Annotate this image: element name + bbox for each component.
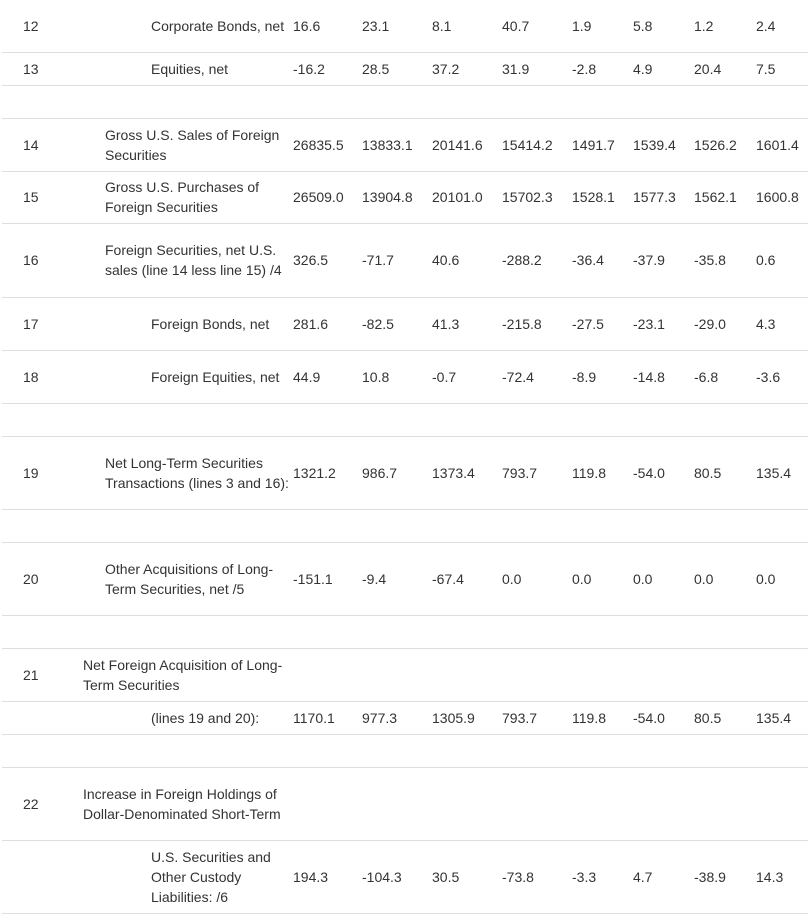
row-label: U.S. Securities and Other Custody Liabilities: /6	[75, 840, 290, 913]
value-cell: -35.8	[691, 223, 753, 297]
value-cell: 1528.1	[569, 171, 630, 223]
value-cell: -72.4	[499, 350, 569, 403]
value-cell: -38.9	[691, 840, 753, 913]
value-cell: 0.6	[753, 223, 808, 297]
line-number: 15	[2, 171, 75, 223]
value-cell: -36.4	[569, 223, 630, 297]
value-cell: 986.7	[359, 436, 429, 509]
spacer-cell	[2, 509, 808, 542]
value-cell: -288.2	[499, 223, 569, 297]
value-cell: -104.3	[359, 840, 429, 913]
value-cell: 0.0	[753, 542, 808, 615]
line-number: 22	[2, 767, 75, 840]
row-label: Net Long-Term Securities Transactions (lines 3 and 16):	[75, 436, 290, 509]
row-label: Gross U.S. Sales of Foreign Securities	[75, 118, 290, 171]
table-row	[2, 648, 808, 701]
value-cell	[499, 767, 569, 840]
value-cell: 26509.0	[290, 171, 359, 223]
value-cell: 0.0	[569, 542, 630, 615]
value-cell: 1577.3	[630, 171, 691, 223]
value-cell: 1170.1	[290, 701, 359, 734]
value-cell: 15414.2	[499, 118, 569, 171]
value-cell: 31.9	[499, 52, 569, 85]
value-cell	[290, 767, 359, 840]
value-cell: -3.3	[569, 840, 630, 913]
row-label: Foreign Equities, net	[75, 350, 290, 403]
row-label: Other Acquisitions of Long-Term Securities, net /5	[75, 542, 290, 615]
value-cell: 16.6	[290, 0, 359, 52]
value-cell: -54.0	[630, 701, 691, 734]
value-cell: 1526.2	[691, 118, 753, 171]
value-cell: 1321.2	[290, 436, 359, 509]
value-cell: 26835.5	[290, 118, 359, 171]
value-cell: 4.7	[630, 840, 691, 913]
value-cell	[630, 648, 691, 701]
value-cell: 10.8	[359, 350, 429, 403]
value-cell: 40.7	[499, 0, 569, 52]
value-cell: 41.3	[429, 297, 499, 350]
value-cell	[753, 767, 808, 840]
value-cell	[691, 767, 753, 840]
line-number: 17	[2, 297, 75, 350]
table-row	[2, 840, 808, 913]
value-cell	[753, 648, 808, 701]
value-cell: 1601.4	[753, 118, 808, 171]
value-cell: 2.4	[753, 0, 808, 52]
row-label: Equities, net	[75, 52, 290, 85]
line-number	[2, 701, 75, 734]
spacer-row	[2, 509, 808, 542]
row-label: Gross U.S. Purchases of Foreign Securities	[75, 171, 290, 223]
value-cell: -14.8	[630, 350, 691, 403]
line-number: 13	[2, 52, 75, 85]
value-cell	[569, 648, 630, 701]
value-cell: 14.3	[753, 840, 808, 913]
spacer-cell	[2, 615, 808, 648]
value-cell: -71.7	[359, 223, 429, 297]
value-cell: 1.2	[691, 0, 753, 52]
table-row	[2, 436, 808, 509]
value-cell: 7.5	[753, 52, 808, 85]
line-number: 18	[2, 350, 75, 403]
table-body	[2, 0, 808, 913]
value-cell: 28.5	[359, 52, 429, 85]
value-cell: 1600.8	[753, 171, 808, 223]
spacer-cell	[2, 85, 808, 118]
table-row	[2, 223, 808, 297]
spacer-cell	[2, 403, 808, 436]
line-number: 16	[2, 223, 75, 297]
line-number	[2, 840, 75, 913]
value-cell: -8.9	[569, 350, 630, 403]
value-cell	[429, 767, 499, 840]
value-cell: 135.4	[753, 701, 808, 734]
value-cell: 8.1	[429, 0, 499, 52]
value-cell: 13833.1	[359, 118, 429, 171]
spacer-cell	[2, 734, 808, 767]
value-cell: -82.5	[359, 297, 429, 350]
value-cell	[499, 648, 569, 701]
value-cell: 0.0	[691, 542, 753, 615]
value-cell: -2.8	[569, 52, 630, 85]
value-cell: -0.7	[429, 350, 499, 403]
value-cell: 5.8	[630, 0, 691, 52]
table-row	[2, 350, 808, 403]
line-number: 21	[2, 648, 75, 701]
value-cell: 37.2	[429, 52, 499, 85]
value-cell: 0.0	[499, 542, 569, 615]
value-cell: 0.0	[630, 542, 691, 615]
securities-table	[2, 0, 808, 914]
value-cell: 281.6	[290, 297, 359, 350]
value-cell: -6.8	[691, 350, 753, 403]
value-cell: 1491.7	[569, 118, 630, 171]
value-cell: -151.1	[290, 542, 359, 615]
value-cell: 1539.4	[630, 118, 691, 171]
value-cell: -3.6	[753, 350, 808, 403]
spacer-row	[2, 615, 808, 648]
value-cell: 80.5	[691, 436, 753, 509]
line-number: 14	[2, 118, 75, 171]
value-cell	[359, 767, 429, 840]
value-cell: -67.4	[429, 542, 499, 615]
value-cell	[569, 767, 630, 840]
value-cell: -54.0	[630, 436, 691, 509]
value-cell: -27.5	[569, 297, 630, 350]
table-row	[2, 52, 808, 85]
value-cell: -29.0	[691, 297, 753, 350]
value-cell: 1305.9	[429, 701, 499, 734]
row-label: (lines 19 and 20):	[75, 701, 290, 734]
row-label: Net Foreign Acquisition of Long-Term Securities	[75, 648, 290, 701]
value-cell: 1.9	[569, 0, 630, 52]
spacer-row	[2, 403, 808, 436]
value-cell: -37.9	[630, 223, 691, 297]
table-row	[2, 542, 808, 615]
value-cell: 194.3	[290, 840, 359, 913]
line-number: 19	[2, 436, 75, 509]
value-cell: 1562.1	[691, 171, 753, 223]
value-cell: 977.3	[359, 701, 429, 734]
value-cell	[429, 648, 499, 701]
value-cell	[290, 648, 359, 701]
value-cell: 119.8	[569, 436, 630, 509]
value-cell: 44.9	[290, 350, 359, 403]
value-cell	[691, 648, 753, 701]
value-cell: -215.8	[499, 297, 569, 350]
table-row	[2, 0, 808, 52]
value-cell: 326.5	[290, 223, 359, 297]
value-cell: 793.7	[499, 436, 569, 509]
value-cell: 23.1	[359, 0, 429, 52]
value-cell: -73.8	[499, 840, 569, 913]
value-cell: 793.7	[499, 701, 569, 734]
value-cell: -23.1	[630, 297, 691, 350]
value-cell: 15702.3	[499, 171, 569, 223]
value-cell: 13904.8	[359, 171, 429, 223]
row-label: Increase in Foreign Holdings of Dollar-Denominated Short-Term	[75, 767, 290, 840]
value-cell: -16.2	[290, 52, 359, 85]
table-row	[2, 767, 808, 840]
value-cell: 1373.4	[429, 436, 499, 509]
table-row	[2, 297, 808, 350]
table-row	[2, 171, 808, 223]
row-label: Foreign Bonds, net	[75, 297, 290, 350]
row-label: Corporate Bonds, net	[75, 0, 290, 52]
line-number: 12	[2, 0, 75, 52]
value-cell: 20101.0	[429, 171, 499, 223]
value-cell: 20.4	[691, 52, 753, 85]
value-cell: 119.8	[569, 701, 630, 734]
value-cell	[359, 648, 429, 701]
value-cell: 30.5	[429, 840, 499, 913]
spacer-row	[2, 734, 808, 767]
value-cell: 4.9	[630, 52, 691, 85]
value-cell: 4.3	[753, 297, 808, 350]
value-cell: 20141.6	[429, 118, 499, 171]
table-row	[2, 118, 808, 171]
value-cell: 135.4	[753, 436, 808, 509]
spacer-row	[2, 85, 808, 118]
value-cell	[630, 767, 691, 840]
value-cell: 80.5	[691, 701, 753, 734]
line-number: 20	[2, 542, 75, 615]
row-label: Foreign Securities, net U.S. sales (line 14 less line 15) /4	[75, 223, 290, 297]
value-cell: -9.4	[359, 542, 429, 615]
value-cell: 40.6	[429, 223, 499, 297]
table-row	[2, 701, 808, 734]
